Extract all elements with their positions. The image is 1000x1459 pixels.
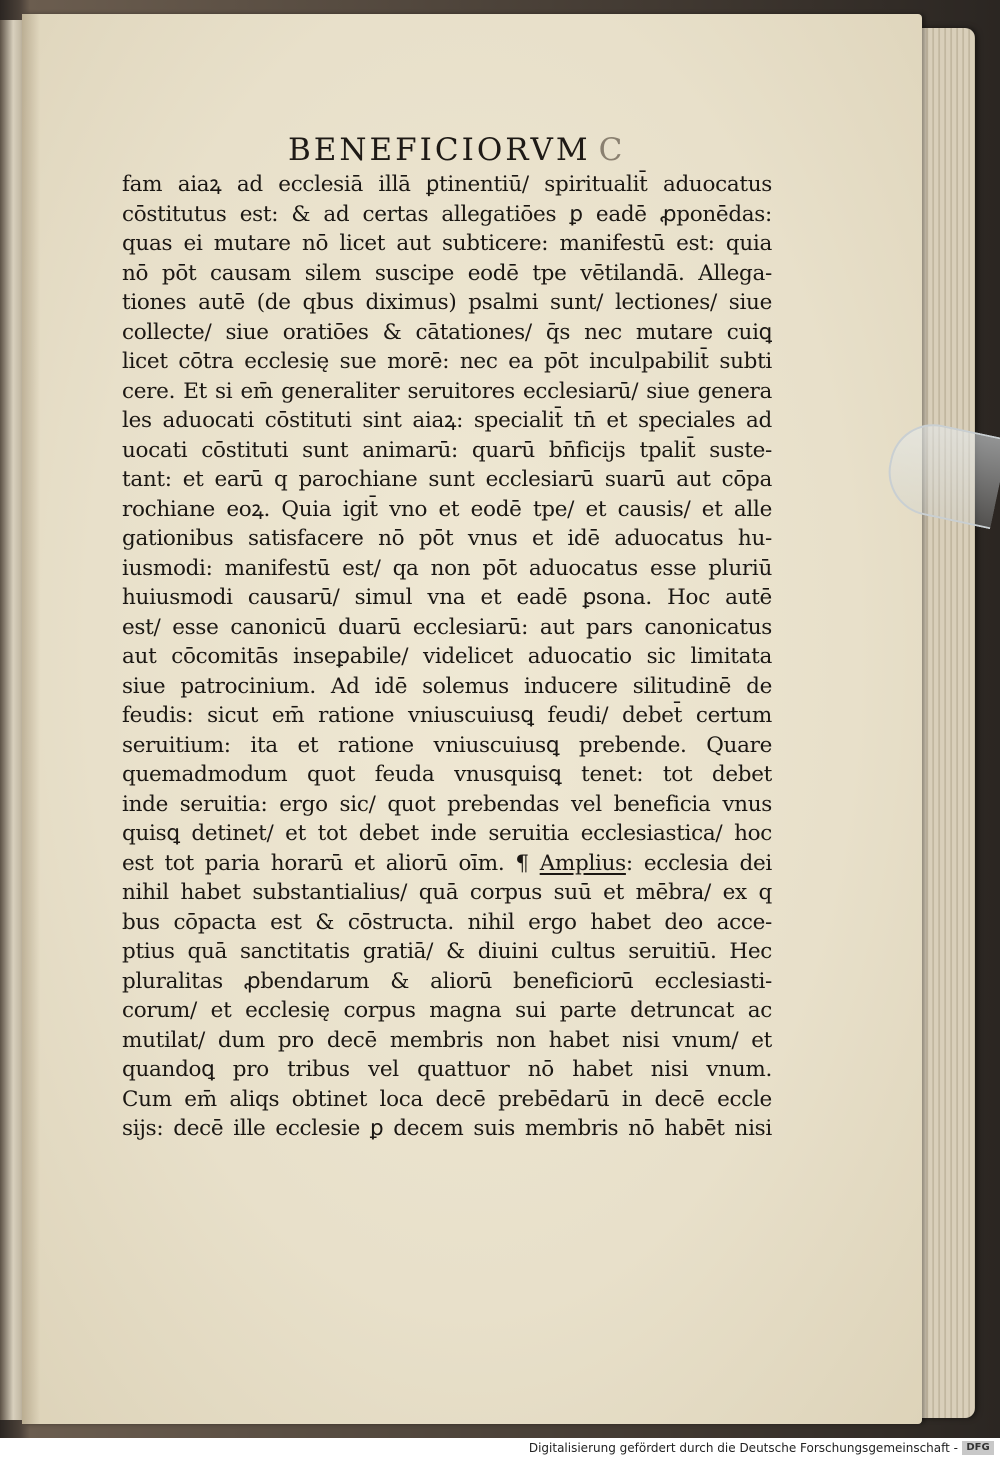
text-line: bus cōpacta est & cōstructa. nihil ergo habet deo acce- bbox=[122, 909, 772, 935]
text-line: aut cōcomitās inseꝑabile/ videlicet aduocatio sic limitata bbox=[122, 644, 772, 669]
running-head-text: BENEFICIORVM bbox=[288, 132, 591, 168]
text-line: cere. Et si em̄ generaliter seruitores ecclesiarū/ siue genera bbox=[122, 378, 772, 404]
text-line: mutilat/ dum pro decē membris non habet nisi vnum/ et bbox=[122, 1027, 772, 1053]
text-line: nihil habet substantialius/ quā corpus suū et mēbra/ ex q bbox=[122, 880, 772, 905]
footer-bar bbox=[0, 1438, 1000, 1459]
text-line: cōstitutus est: & ad certas allegatiōes ꝑ eadē ꝓponēdas: bbox=[122, 201, 772, 227]
text-line: quemadmodum quot feuda vnusquisꝗ tenet: tot debet bbox=[122, 762, 772, 787]
text-line: licet cōtra ecclesię sue morē: nec ea pōt inculpabilit̄ subti bbox=[122, 349, 772, 374]
text-line: Cum em̄ aliqs obtinet loca decē prebēdarū in decē eccle bbox=[122, 1086, 772, 1112]
body-text bbox=[122, 170, 772, 1144]
text-line: feudis: sicut em̄ ratione vniuscuiusꝗ feudi/ debet̄ certum bbox=[122, 703, 772, 728]
running-head-tail: C bbox=[598, 132, 623, 168]
text-line: corum/ et ecclesię corpus magna sui parte detruncat ac bbox=[122, 998, 772, 1023]
text-line: huiusmodi causarū/ simul vna et eadē ꝑsona. Hoc autē bbox=[122, 585, 772, 610]
text-line: uocati cōstituti sunt animarū: quarū bn̄ficijs tpalit̄ suste- bbox=[122, 437, 772, 463]
text-line: est tot paria horarū et aliorū oīm. ¶ Amplius: ecclesia dei bbox=[122, 850, 772, 876]
text-line: nō pōt causam silem suscipe eodē tpe vētilandā. Allega- bbox=[122, 260, 772, 286]
text-line: quisꝗ detinet/ et tot debet inde seruitia ecclesiastica/ hoc bbox=[122, 821, 772, 846]
underlined-word: Amplius bbox=[539, 850, 626, 876]
left-page-edge bbox=[0, 20, 23, 1420]
text-line: iusmodi: manifestū est/ qa non pōt aduocatus esse pluriū bbox=[122, 555, 772, 581]
text-line: seruitium: ita et ratione vniuscuiusꝗ prebende. Quare bbox=[122, 732, 772, 758]
text-line: inde seruitia: ergo sic/ quot prebendas vel beneficia vnus bbox=[122, 791, 772, 817]
text-line: gationibus satisfacere nō pōt vnus et idē aduocatus hu- bbox=[122, 526, 772, 551]
text-line: tiones autē (de qbus diximus) psalmi sunt/ lectiones/ siue bbox=[122, 290, 772, 315]
text-line: est/ esse canonicū duarū ecclesiarū: aut pars canonicatus bbox=[122, 614, 772, 640]
text-line: quandoꝗ pro tribus vel quattuor nō habet nisi vnum. bbox=[122, 1057, 772, 1082]
text-line: tant: et earū q parochiane sunt ecclesiarū suarū aut cōpa bbox=[122, 467, 772, 492]
text-line: pluralitas ꝓbendarum & aliorū beneficiorū ecclesiasti- bbox=[122, 968, 772, 994]
text-line: sijs: decē ille ecclesie ꝑ decem suis membris nō habēt nisi bbox=[122, 1116, 772, 1141]
dfg-logo-icon: DFG bbox=[962, 1441, 994, 1455]
text-line: les aduocati cōstituti sint aiaꝝ: specialit̄ tn̄ et speciales ad bbox=[122, 408, 772, 433]
text-line: collecte/ siue oratiōes & cātationes/ q̄s nec mutare cuiꝗ bbox=[122, 319, 772, 345]
text-line: quas ei mutare nō licet aut subticere: manifestū est: quia bbox=[122, 231, 772, 256]
text-line: siue patrocinium. Ad idē solemus inducere silitudinē de bbox=[122, 673, 772, 699]
text-line: fam aiaꝝ ad ecclesiā illā ꝑtinentiū/ spiritualit̄ aduocatus bbox=[122, 172, 772, 197]
text-line: rochiane eoꝝ. Quia igit̄ vno et eodē tpe/ et causis/ et alle bbox=[122, 496, 772, 522]
text-line: ptius quā sanctitatis gratiā/ & diuini cultus seruitiū. Hec bbox=[122, 939, 772, 964]
footer-credit: Digitalisierung gefördert durch die Deutsche Forschungsgemeinschaft - bbox=[528, 1441, 958, 1455]
running-head bbox=[288, 132, 622, 168]
